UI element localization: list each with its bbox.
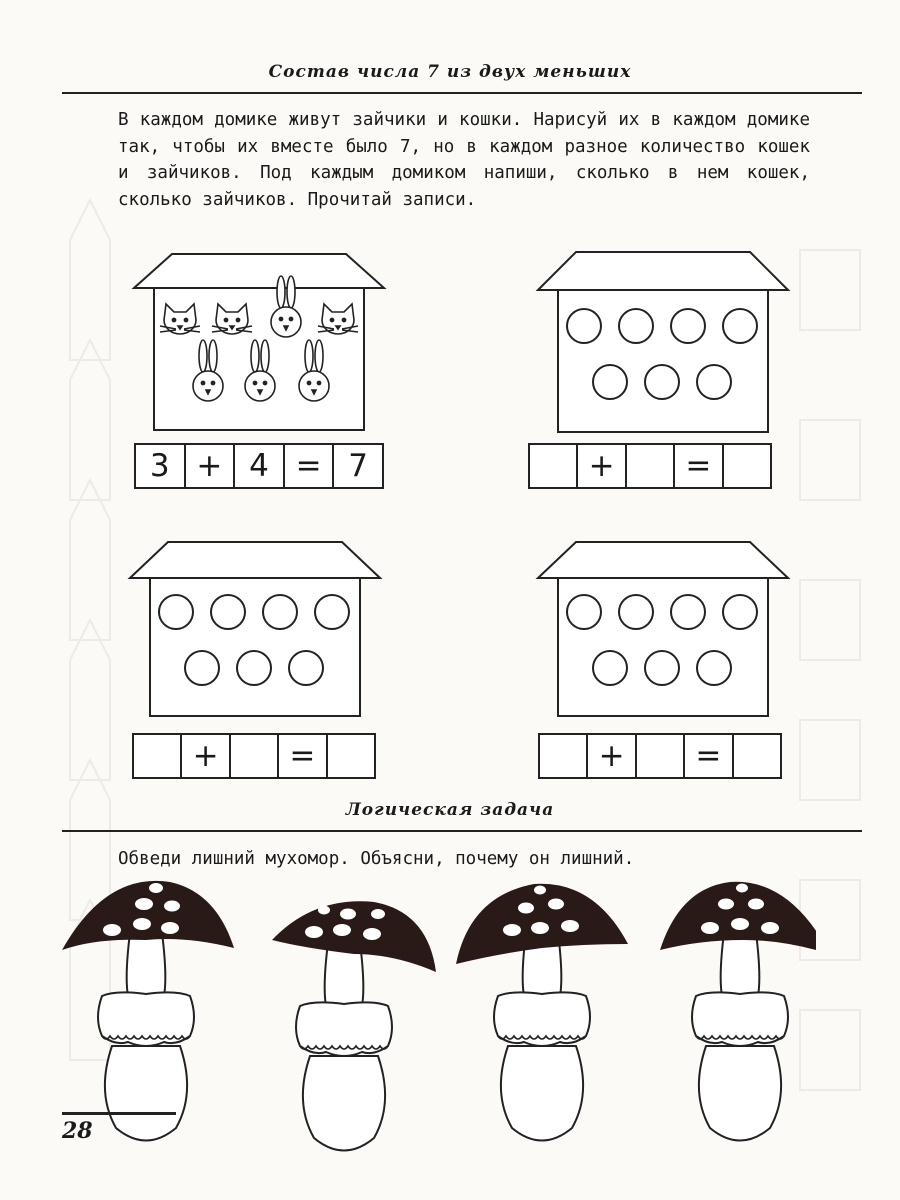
house-3 [128,540,382,718]
equation-cell[interactable] [734,735,780,777]
equation-cell: = [285,445,335,487]
house-1 [132,252,386,432]
equation-cell[interactable] [134,735,182,777]
equation-box-3[interactable] [132,733,376,779]
equation-cell: + [578,445,626,487]
mushroom-1 [62,881,234,1141]
page-title: Состав числа 7 из двух меньших [268,62,632,82]
equation-cell[interactable] [724,445,770,487]
equation-cell: + [182,735,230,777]
equation-cell: + [186,445,236,487]
mushroom-4 [660,882,816,1141]
equation-box-4[interactable] [538,733,782,779]
equation-cell[interactable] [627,445,675,487]
equation-cell[interactable] [231,735,279,777]
equation-cell: 3 [136,445,186,487]
equation-cell[interactable] [637,735,685,777]
section-divider [62,830,862,832]
page-number: 28 [62,1118,93,1144]
equation-cell[interactable] [530,445,578,487]
equation-cell: 4 [235,445,285,487]
equation-cell: = [279,735,327,777]
section-title-logic: Логическая задача [345,800,555,820]
mushroom-3 [456,884,628,1141]
logic-task-instructions: Обведи лишний мухомор. Объясни, почему он лишний. [118,849,635,869]
equation-cell: = [685,735,733,777]
equation-cell[interactable] [540,735,588,777]
equation-cell: = [675,445,723,487]
equation-box-1 [134,443,384,489]
title-divider [62,92,862,94]
equation-cell[interactable] [328,735,374,777]
task-instructions: В каждом домике живут зайчики и кошки. Нарисуй их в каждом домике так, чтобы их вместе было 7, но в каждом разное количество кошек и зайчиков. Под каждым домиком напиши, сколько в нем кошек, сколько зайчиков. Прочитай записи. [118,110,810,210]
equation-cell: 7 [348,447,369,484]
mushroom-row [56,878,816,1178]
mushroom-cap [62,881,234,950]
footer-rule [62,1112,176,1115]
equation-box-2[interactable] [528,443,772,489]
house-4 [536,540,790,718]
house-2 [536,250,790,434]
mushroom-2 [272,901,436,1150]
equation-cell: + [588,735,636,777]
